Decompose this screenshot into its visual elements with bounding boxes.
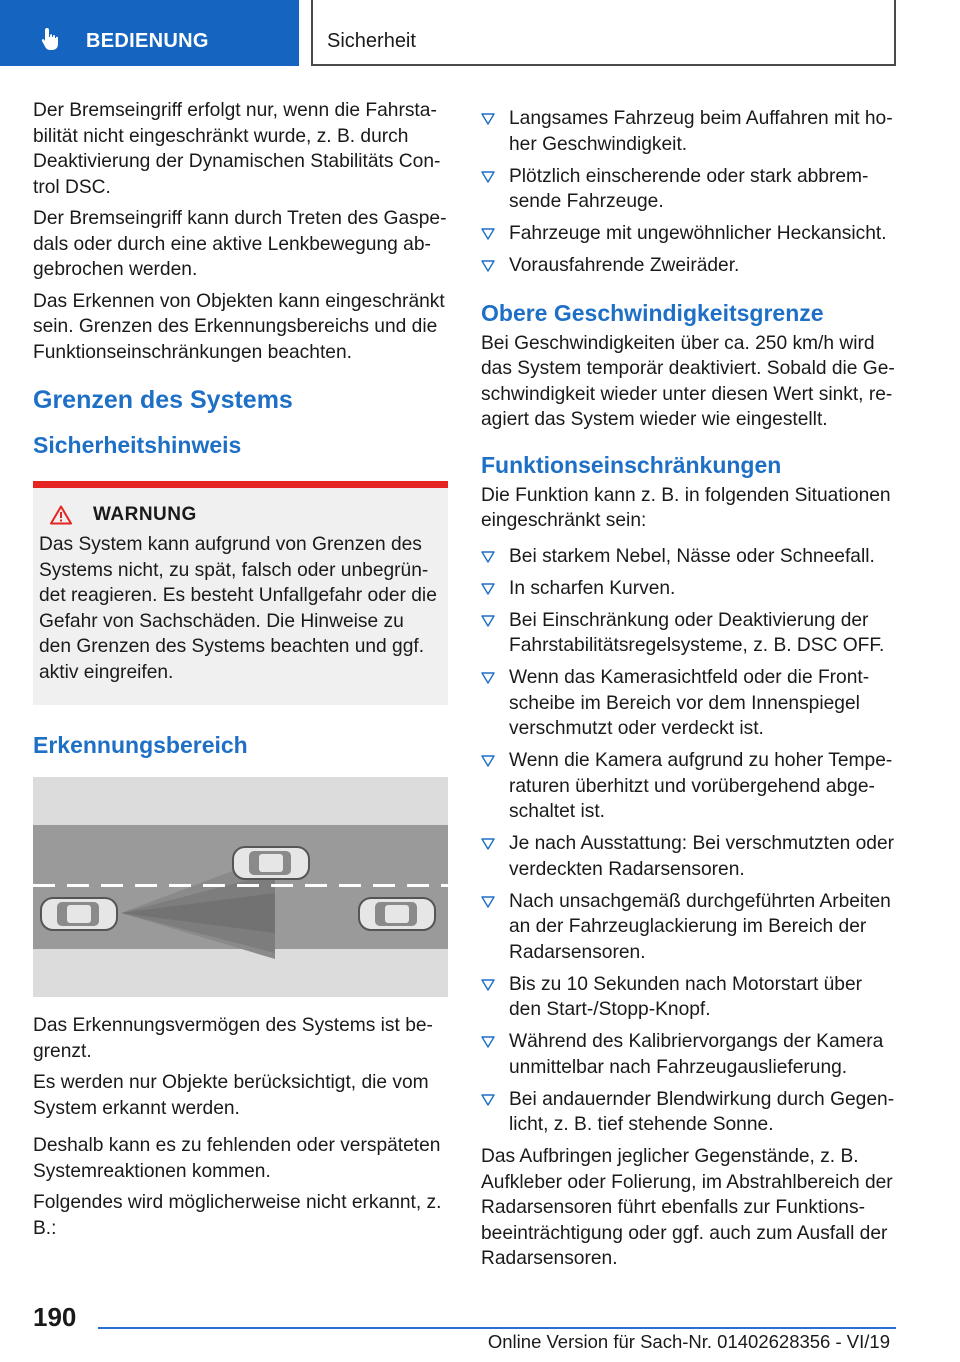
list-item-text: Plötzlich einscherende oder stark abbremsende Fahrzeuge. <box>509 165 869 212</box>
heading-funktionseinschraenkungen: Funktionseinschränkungen <box>481 451 782 478</box>
chapter-tab[interactable] <box>0 0 299 66</box>
list-item-text: Fahrzeuge mit ungewöhnlicher Heckansicht. <box>509 223 887 244</box>
chapter-tab-label: BEDIENUNG <box>86 30 209 52</box>
triangle-bullet-icon <box>481 551 495 563</box>
car-front-icon <box>359 898 435 930</box>
heading-erkennungsbereich: Erkennungsbereich <box>33 732 248 758</box>
online-version-note: Online Version für Sach-Nr. 01402628356 - VI/19 <box>487 1331 890 1352</box>
hand-pointer-icon <box>38 26 64 52</box>
triangle-bullet-icon <box>481 171 495 183</box>
heading-grenzen: Grenzen des Systems <box>33 386 293 414</box>
triangle-bullet-icon <box>481 979 495 991</box>
list-item <box>481 1029 896 1080</box>
paragraph: Es werden nur Objekte berücksichtigt, die vom System erkannt werden. <box>33 1072 429 1119</box>
right-column <box>481 106 896 1278</box>
list-item-text: Bei starkem Nebel, Nässe oder Schneefall. <box>509 545 875 567</box>
list-item <box>481 253 896 279</box>
paragraph: Der Bremseingriff kann durch Treten des Gaspedals oder durch eine aktive Lenkbewegung abgebrochen werden. <box>33 208 447 280</box>
list-item <box>481 106 896 157</box>
section-title: Sicherheit <box>327 30 416 52</box>
list-item-text: Nach unsachgemäß durchgeführten Arbeiten an der Fahrzeuglackierung im Bereich der Radarsensoren. <box>509 890 891 963</box>
paragraph: Das Erkennungsvermögen des Systems ist begrenzt. <box>33 1015 433 1062</box>
list-item <box>481 221 896 247</box>
warning-box <box>33 481 448 705</box>
list-item <box>481 831 896 882</box>
triangle-bullet-icon <box>481 260 495 272</box>
list-item <box>481 889 896 966</box>
triangle-bullet-icon <box>481 113 495 125</box>
list-item <box>481 972 896 1023</box>
list-item-text: Je nach Ausstattung: Bei verschmutzten oder verdeckten Radarsensoren. <box>509 833 895 880</box>
footer-divider <box>98 1327 896 1329</box>
heading-sicherheitshinweis: Sicherheitshinweis <box>33 432 242 458</box>
warning-text: Das System kann aufgrund von Grenzen des Systems nicht, zu spät, falsch oder unbegründet reagieren. Es besteht Unfallgefahr oder die Gefahr von Sachschäden. Die Hinweise zu den Grenzen des Systems beachten und ggf. aktiv eingreifen. <box>39 534 437 683</box>
list-item-text: Bis zu 10 Sekunden nach Motorstart über den Start-/Stopp-Knopf. <box>509 973 863 1020</box>
triangle-bullet-icon <box>481 1094 495 1106</box>
triangle-bullet-icon <box>481 755 495 767</box>
list-item <box>481 665 896 742</box>
triangle-bullet-icon <box>481 615 495 627</box>
list-item <box>481 1087 896 1138</box>
triangle-bullet-icon <box>481 583 495 595</box>
list-item-text: In scharfen Kurven. <box>509 577 676 599</box>
paragraph: Folgendes wird möglicherweise nicht erkannt, z. B.: <box>33 1192 442 1239</box>
paragraph: Das Aufbringen jeglicher Gegenstände, z. B. Aufkleber oder Folierung, im Abstrahlbereich der Radarsensoren führt ebenfalls zur Funktionsbeeinträchtigung oder ggf. auch zum Ausfall der Radarsensoren. <box>481 1146 893 1269</box>
triangle-bullet-icon <box>481 896 495 908</box>
paragraph: Bei Geschwindigkeiten über ca. 250 km/h wird das System temporär deaktiviert. Sobald die Geschwindigkeit wieder unter diesen Wert sinkt, reagiert das System wieder wie eingestellt. <box>481 332 895 430</box>
paragraph: Der Bremseingriff erfolgt nur, wenn die Fahrstabilität nicht eingeschränkt wurde, z. B. durch Deaktivierung der Dynamischen Stabilitäts Control DSC. <box>33 100 441 198</box>
paragraph: Die Funktion kann z. B. in folgenden Situationen eingeschränkt sein: <box>481 484 891 531</box>
section-header <box>311 0 896 66</box>
triangle-bullet-icon <box>481 1036 495 1048</box>
list-item-text: Vorausfahrende Zweiräder. <box>509 255 740 276</box>
warning-title: WARNUNG <box>93 504 197 525</box>
page-number: 190 <box>33 1302 77 1332</box>
heading-obere-geschwindigkeitsgrenze: Obere Geschwindigkeitsgrenze <box>481 299 824 326</box>
list-item <box>481 748 896 825</box>
triangle-bullet-icon <box>481 672 495 684</box>
paragraph: Das Erkennen von Objekten kann eingeschränkt sein. Grenzen des Erkennungsbereichs und die Funktionseinschränkungen beachten. <box>33 290 445 363</box>
list-item <box>481 164 896 215</box>
list-item <box>481 608 896 659</box>
triangle-bullet-icon <box>481 228 495 240</box>
own-car-icon <box>41 898 117 930</box>
list-item-text: Bei Einschränkung oder Deaktivierung der Fahrstabilitätsregelsysteme, z. B. DSC OFF. <box>509 609 885 656</box>
list-item-text: Wenn die Kamera aufgrund zu hoher Temperaturen überhitzt und vorübergehend abgeschaltet ist. <box>509 750 893 822</box>
list-item-text: Wenn das Kamerasichtfeld oder die Frontscheibe im Bereich vor dem Innenspiegel verschmutzt oder verdeckt ist. <box>509 667 870 739</box>
warning-triangle-icon <box>50 505 72 525</box>
left-column <box>33 98 448 1247</box>
triangle-bullet-icon <box>481 838 495 850</box>
list-item <box>481 576 896 602</box>
paragraph: Deshalb kann es zu fehlenden oder verspäteten Systemreaktionen kommen. <box>33 1135 441 1182</box>
detection-range-illustration <box>33 777 448 997</box>
bullet-list <box>481 106 896 279</box>
list-item-text: Langsames Fahrzeug beim Auffahren mit hoher Geschwindigkeit. <box>509 108 893 155</box>
bullet-list <box>481 544 896 1138</box>
car-ahead-icon <box>233 847 309 879</box>
list-item-text: Bei andauernder Blendwirkung durch Gegenlicht, z. B. tief stehende Sonne. <box>509 1088 895 1135</box>
list-item-text: Während des Kalibriervorgangs der Kamera unmittelbar nach Fahrzeugauslieferung. <box>509 1031 884 1078</box>
list-item <box>481 544 896 570</box>
